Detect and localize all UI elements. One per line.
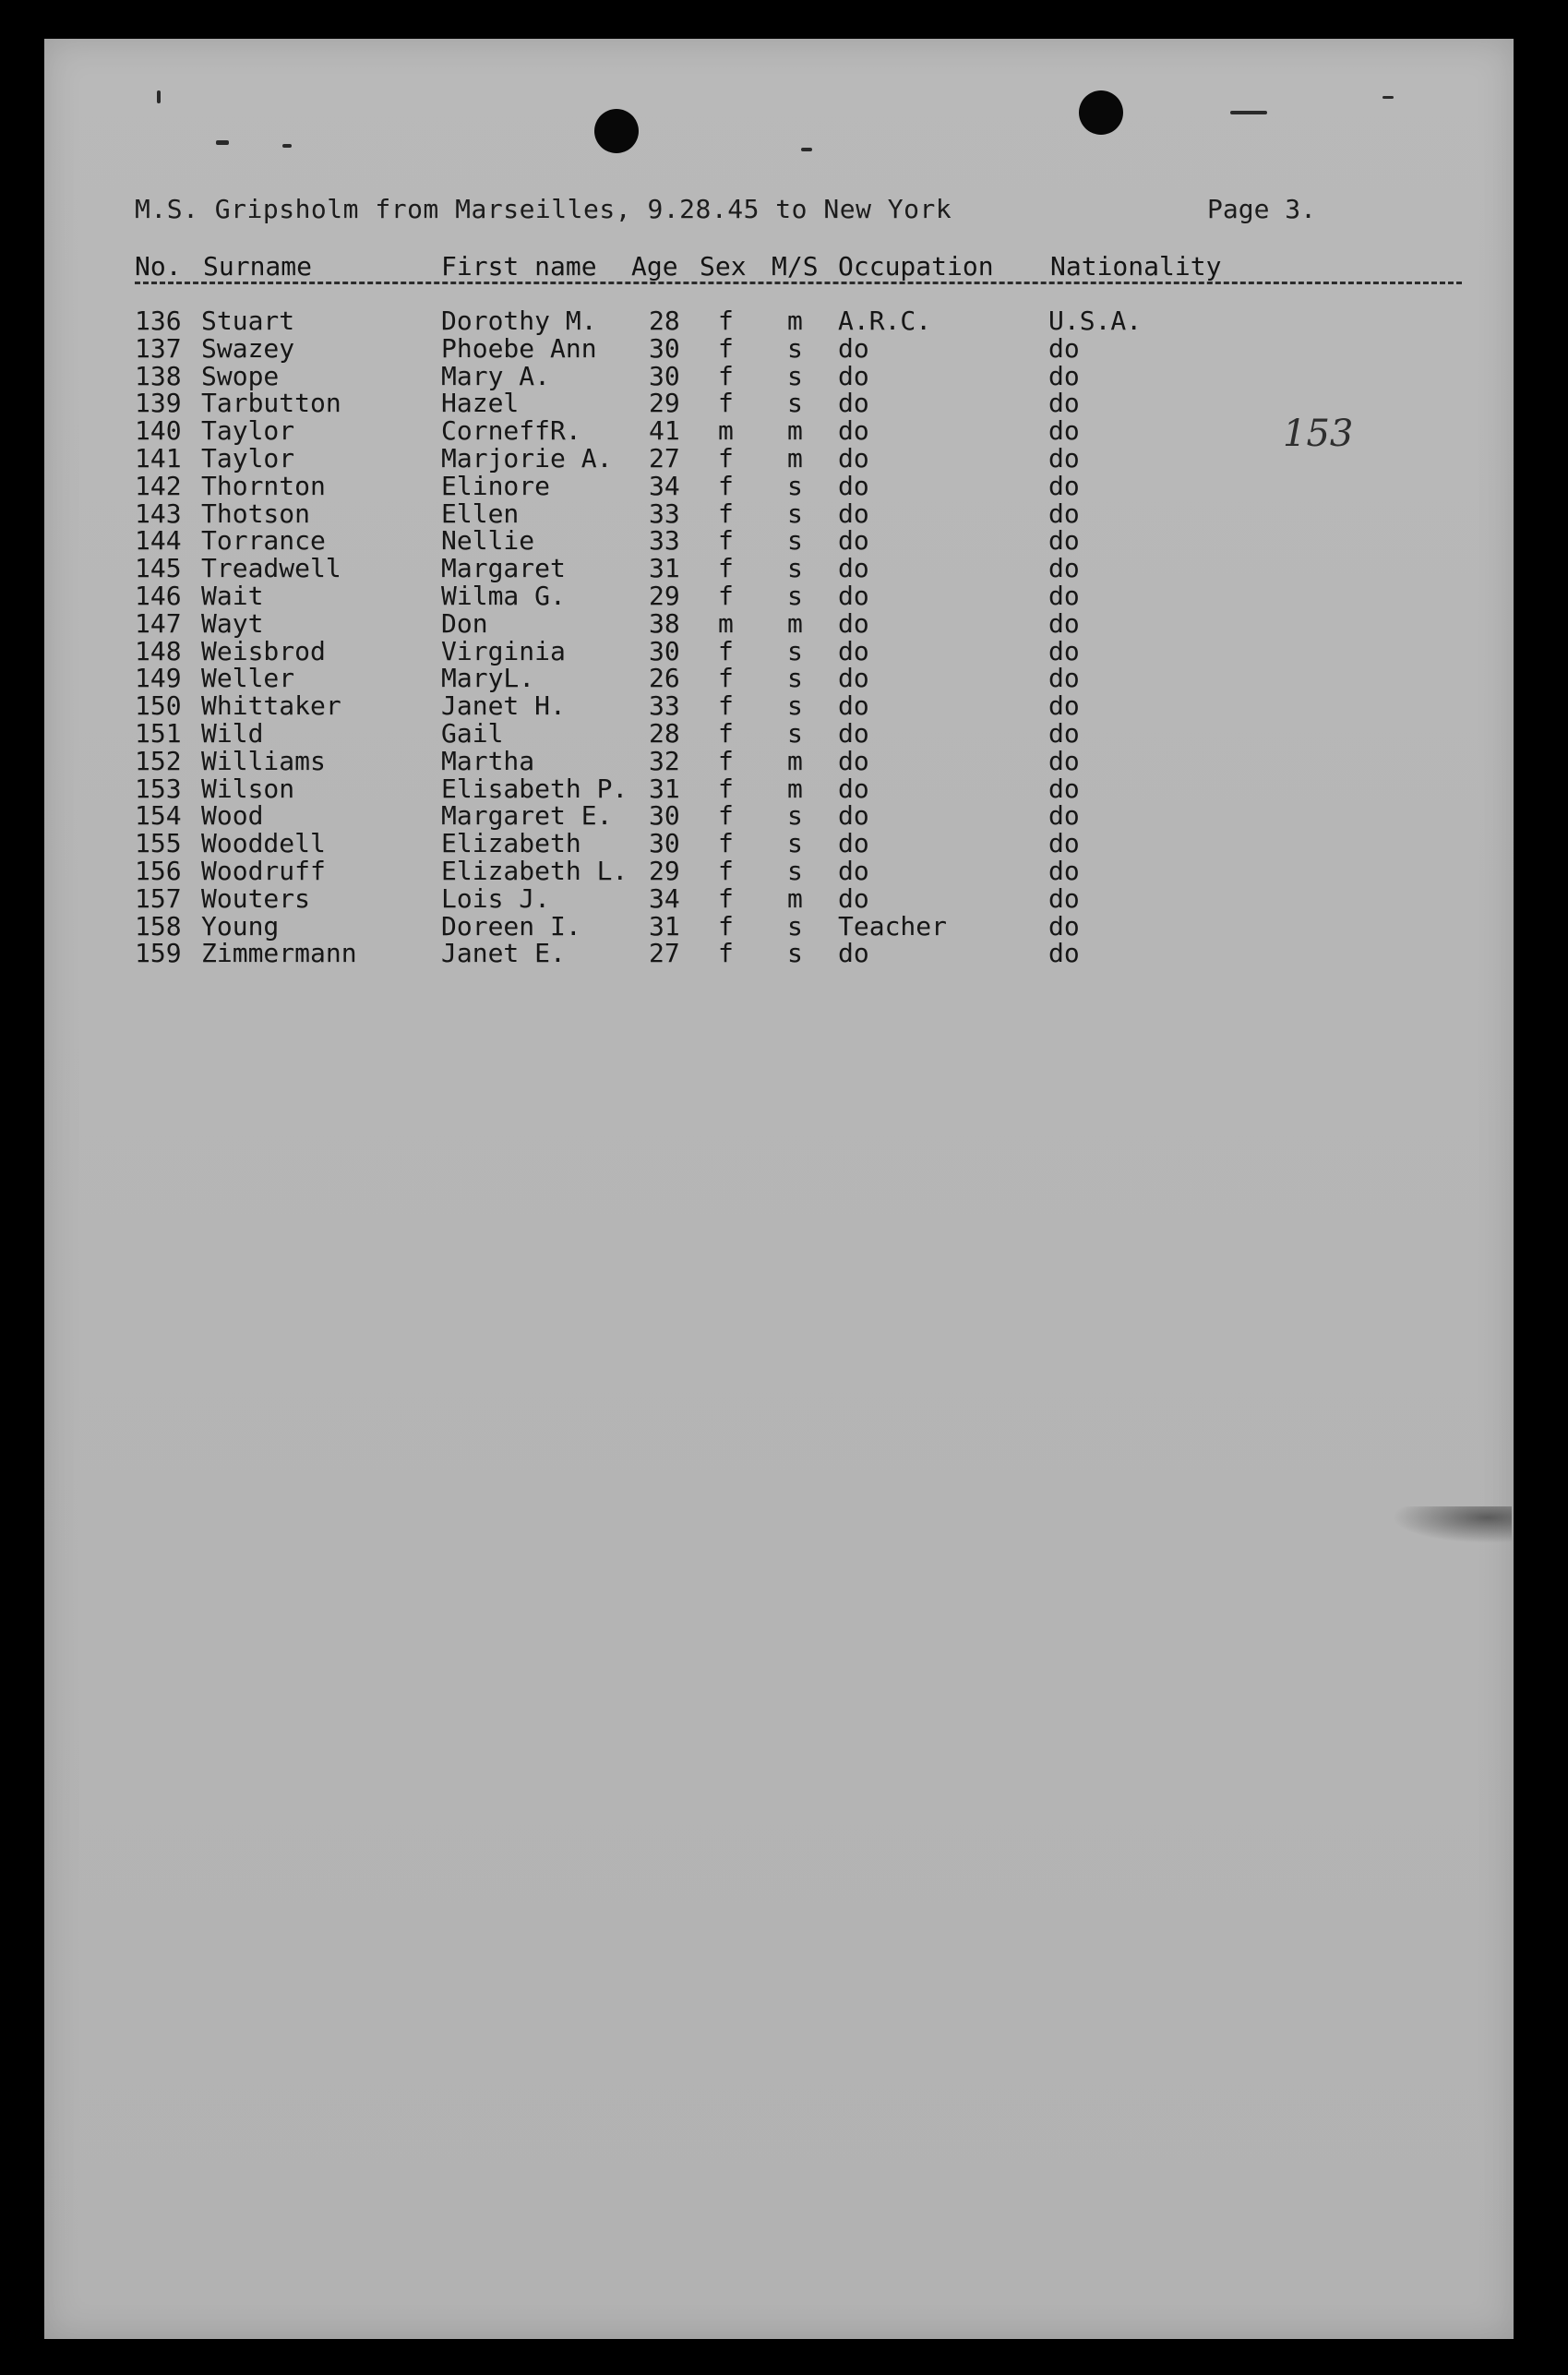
cell-age: 27: [649, 442, 680, 474]
cell-marital-status: s: [787, 910, 803, 942]
ink-speck: [801, 148, 812, 151]
table-row: [0, 500, 1469, 528]
cell-sex: f: [718, 663, 734, 694]
cell-nationality: do: [1048, 442, 1080, 474]
cell-first-name: Elisabeth P.: [441, 773, 628, 804]
column-header-no: No.: [135, 251, 182, 282]
column-header-nationality: Nationality: [1050, 251, 1222, 282]
cell-occupation: do: [838, 717, 869, 749]
table-row: [0, 775, 1469, 803]
cell-marital-status: s: [787, 800, 803, 832]
cell-occupation: do: [838, 553, 869, 584]
cell-nationality: do: [1048, 607, 1080, 639]
column-header-age: Age: [631, 251, 678, 282]
cell-age: 30: [649, 800, 680, 832]
cell-age: 30: [649, 332, 680, 364]
cell-age: 34: [649, 470, 680, 501]
cell-first-name: Mary A.: [441, 360, 551, 391]
cell-first-name: Elizabeth: [441, 828, 581, 859]
cell-sex: f: [718, 360, 734, 391]
cell-no: 136: [135, 306, 182, 336]
cell-sex: f: [718, 745, 734, 776]
cell-sex: f: [718, 388, 734, 419]
cell-marital-status: s: [787, 663, 803, 694]
cell-surname: Taylor: [201, 415, 295, 447]
cell-nationality: do: [1048, 415, 1080, 447]
cell-sex: f: [718, 800, 734, 832]
cell-marital-status: s: [787, 635, 803, 666]
cell-first-name: Nellie: [441, 525, 535, 557]
document-header: M.S. Gripsholm from Marseilles, 9.28.45 to New York: [135, 194, 952, 224]
cell-nationality: U.S.A.: [1048, 306, 1143, 336]
cell-age: 28: [649, 717, 680, 749]
cell-sex: f: [718, 306, 734, 336]
cell-first-name: Hazel: [441, 388, 520, 419]
table-row: [0, 635, 1469, 666]
cell-first-name: Lois J.: [441, 882, 551, 914]
cell-sex: f: [718, 580, 734, 611]
cell-surname: Torrance: [201, 525, 326, 557]
table-row: [0, 910, 1469, 942]
cell-marital-status: s: [787, 360, 803, 391]
cell-first-name: Marjorie A.: [441, 442, 613, 474]
cell-first-name: Margaret: [441, 553, 566, 584]
cell-occupation: Teacher: [838, 910, 948, 942]
cell-age: 38: [649, 607, 680, 639]
cell-no: 157: [135, 882, 182, 914]
cell-no: 149: [135, 663, 182, 694]
table-row: [0, 582, 1469, 610]
cell-marital-status: s: [787, 553, 803, 584]
table-row: [0, 882, 1469, 914]
cell-no: 156: [135, 855, 182, 886]
table-row: [0, 830, 1469, 858]
cell-surname: Taylor: [201, 442, 295, 474]
cell-surname: Swope: [201, 360, 280, 391]
cell-marital-status: m: [787, 773, 803, 804]
cell-no: 138: [135, 360, 182, 391]
cell-no: 142: [135, 470, 182, 501]
cell-nationality: do: [1048, 938, 1080, 969]
cell-occupation: A.R.C.: [838, 306, 932, 336]
table-row: [0, 555, 1469, 582]
cell-first-name: MaryL.: [441, 663, 535, 694]
cell-occupation: do: [838, 773, 869, 804]
cell-no: 145: [135, 553, 182, 584]
column-header-ms: M/S: [772, 251, 819, 282]
table-row: [0, 470, 1469, 501]
cell-first-name: Ellen: [441, 498, 520, 529]
cell-marital-status: m: [787, 415, 803, 447]
cell-sex: f: [718, 882, 734, 914]
cell-first-name: Doreen I.: [441, 910, 581, 942]
cell-age: 26: [649, 663, 680, 694]
table-row: [0, 607, 1469, 639]
cell-surname: Wouters: [201, 882, 311, 914]
cell-sex: f: [718, 442, 734, 474]
cell-occupation: do: [838, 663, 869, 694]
cell-nationality: do: [1048, 470, 1080, 501]
document-page: [44, 39, 1514, 2339]
cell-marital-status: s: [787, 690, 803, 722]
edge-smudge: [1392, 1506, 1512, 1543]
cell-no: 139: [135, 388, 182, 419]
cell-surname: Wood: [201, 800, 264, 832]
cell-nationality: do: [1048, 828, 1080, 859]
cell-marital-status: s: [787, 332, 803, 364]
cell-occupation: do: [838, 882, 869, 914]
cell-no: 143: [135, 498, 182, 529]
cell-nationality: do: [1048, 525, 1080, 557]
cell-occupation: do: [838, 388, 869, 419]
cell-marital-status: s: [787, 938, 803, 969]
table-row: [0, 717, 1469, 749]
cell-no: 140: [135, 415, 182, 447]
cell-first-name: Janet H.: [441, 690, 566, 722]
cell-nationality: do: [1048, 663, 1080, 694]
cell-surname: Treadwell: [201, 553, 341, 584]
cell-age: 31: [649, 910, 680, 942]
cell-first-name: Gail: [441, 717, 504, 749]
cell-nationality: do: [1048, 360, 1080, 391]
ink-speck: [1382, 96, 1394, 99]
cell-surname: Wilson: [201, 773, 295, 804]
cell-sex: f: [718, 855, 734, 886]
ink-speck: [157, 90, 161, 103]
cell-first-name: Don: [441, 607, 488, 639]
cell-sex: f: [718, 635, 734, 666]
cell-age: 32: [649, 745, 680, 776]
cell-age: 41: [649, 415, 680, 447]
cell-age: 29: [649, 580, 680, 611]
cell-no: 153: [135, 773, 182, 804]
cell-age: 28: [649, 306, 680, 336]
cell-marital-status: s: [787, 525, 803, 557]
table-row: [0, 940, 1469, 967]
cell-surname: Williams: [201, 745, 326, 776]
cell-first-name: Janet E.: [441, 938, 566, 969]
table-row: [0, 417, 1469, 445]
cell-occupation: do: [838, 580, 869, 611]
cell-occupation: do: [838, 745, 869, 776]
cell-surname: Wayt: [201, 607, 264, 639]
table-row: [0, 390, 1469, 417]
cell-nationality: do: [1048, 773, 1080, 804]
page-annotation: 153: [1283, 413, 1354, 455]
cell-occupation: do: [838, 607, 869, 639]
cell-age: 29: [649, 855, 680, 886]
cell-surname: Tarbutton: [201, 388, 341, 419]
cell-nationality: do: [1048, 717, 1080, 749]
header-rule: [135, 282, 1462, 284]
cell-sex: m: [718, 415, 734, 447]
cell-occupation: do: [838, 855, 869, 886]
cell-surname: Weisbrod: [201, 635, 326, 666]
ink-speck: [1230, 111, 1267, 114]
cell-sex: f: [718, 828, 734, 859]
cell-occupation: do: [838, 470, 869, 501]
cell-first-name: CorneffR.: [441, 415, 581, 447]
cell-first-name: Phoebe Ann: [441, 332, 597, 364]
cell-sex: f: [718, 717, 734, 749]
cell-no: 155: [135, 828, 182, 859]
cell-age: 27: [649, 938, 680, 969]
cell-no: 141: [135, 442, 182, 474]
cell-no: 158: [135, 910, 182, 942]
table-row: [0, 332, 1469, 364]
cell-sex: f: [718, 525, 734, 557]
cell-nationality: do: [1048, 800, 1080, 832]
cell-sex: f: [718, 938, 734, 969]
cell-surname: Woodruff: [201, 855, 326, 886]
cell-surname: Zimmermann: [201, 938, 357, 969]
table-row: [0, 442, 1469, 474]
cell-nationality: do: [1048, 388, 1080, 419]
cell-marital-status: m: [787, 607, 803, 639]
cell-no: 147: [135, 607, 182, 639]
punch-hole-right: [1079, 90, 1123, 135]
table-row: [0, 360, 1469, 391]
cell-no: 137: [135, 332, 182, 364]
table-row: [0, 665, 1469, 692]
table-row: [0, 527, 1469, 555]
cell-age: 33: [649, 525, 680, 557]
cell-surname: Wooddell: [201, 828, 326, 859]
cell-marital-status: s: [787, 388, 803, 419]
page-number: Page 3.: [1207, 194, 1317, 224]
cell-age: 29: [649, 388, 680, 419]
cell-nationality: do: [1048, 882, 1080, 914]
cell-nationality: do: [1048, 332, 1080, 364]
cell-nationality: do: [1048, 553, 1080, 584]
cell-age: 34: [649, 882, 680, 914]
cell-sex: f: [718, 773, 734, 804]
cell-sex: f: [718, 910, 734, 942]
cell-occupation: do: [838, 360, 869, 391]
cell-sex: f: [718, 553, 734, 584]
cell-surname: Thornton: [201, 470, 326, 501]
cell-sex: f: [718, 690, 734, 722]
cell-first-name: Virginia: [441, 635, 566, 666]
cell-nationality: do: [1048, 910, 1080, 942]
cell-age: 31: [649, 553, 680, 584]
cell-occupation: do: [838, 828, 869, 859]
table-row: [0, 802, 1469, 830]
cell-nationality: do: [1048, 635, 1080, 666]
column-header-surname: Surname: [203, 251, 313, 282]
cell-surname: Swazey: [201, 332, 295, 364]
passenger-list: [0, 307, 1469, 967]
cell-no: 144: [135, 525, 182, 557]
cell-occupation: do: [838, 800, 869, 832]
cell-marital-status: s: [787, 828, 803, 859]
cell-occupation: do: [838, 442, 869, 474]
cell-sex: m: [718, 607, 734, 639]
torn-edge: [1557, 1066, 1568, 2340]
cell-first-name: Martha: [441, 745, 535, 776]
table-row: [0, 307, 1469, 335]
cell-occupation: do: [838, 690, 869, 722]
cell-nationality: do: [1048, 745, 1080, 776]
cell-age: 30: [649, 828, 680, 859]
cell-no: 152: [135, 745, 182, 776]
cell-marital-status: s: [787, 855, 803, 886]
cell-surname: Young: [201, 910, 280, 942]
cell-sex: f: [718, 470, 734, 501]
cell-marital-status: m: [787, 745, 803, 776]
cell-marital-status: m: [787, 442, 803, 474]
ink-speck: [216, 140, 229, 145]
cell-no: 151: [135, 717, 182, 749]
cell-no: 159: [135, 938, 182, 969]
cell-first-name: Margaret E.: [441, 800, 613, 832]
ink-speck: [282, 144, 292, 148]
cell-occupation: do: [838, 525, 869, 557]
cell-marital-status: s: [787, 498, 803, 529]
cell-no: 146: [135, 580, 182, 611]
cell-occupation: do: [838, 498, 869, 529]
cell-no: 150: [135, 690, 182, 722]
cell-nationality: do: [1048, 498, 1080, 529]
cell-first-name: Elinore: [441, 470, 551, 501]
cell-surname: Wait: [201, 580, 264, 611]
cell-age: 33: [649, 690, 680, 722]
cell-marital-status: s: [787, 580, 803, 611]
column-header-sex: Sex: [700, 251, 747, 282]
cell-surname: Thotson: [201, 498, 311, 529]
cell-nationality: do: [1048, 580, 1080, 611]
cell-age: 33: [649, 498, 680, 529]
column-header-first-name: First name: [441, 251, 597, 282]
column-header-occupation: Occupation: [838, 251, 994, 282]
cell-nationality: do: [1048, 855, 1080, 886]
cell-first-name: Wilma G.: [441, 580, 566, 611]
cell-sex: f: [718, 498, 734, 529]
cell-marital-status: s: [787, 717, 803, 749]
cell-first-name: Elizabeth L.: [441, 855, 628, 886]
cell-nationality: do: [1048, 690, 1080, 722]
cell-first-name: Dorothy M.: [441, 306, 597, 336]
cell-surname: Stuart: [201, 306, 295, 336]
cell-marital-status: m: [787, 306, 803, 336]
cell-no: 154: [135, 800, 182, 832]
cell-surname: Whittaker: [201, 690, 341, 722]
punch-hole-left: [594, 109, 639, 153]
cell-occupation: do: [838, 938, 869, 969]
table-row: [0, 855, 1469, 886]
table-row: [0, 745, 1469, 776]
cell-age: 30: [649, 360, 680, 391]
cell-occupation: do: [838, 635, 869, 666]
table-row: [0, 692, 1469, 720]
cell-occupation: do: [838, 332, 869, 364]
cell-surname: Weller: [201, 663, 295, 694]
cell-sex: f: [718, 332, 734, 364]
cell-marital-status: m: [787, 882, 803, 914]
cell-age: 31: [649, 773, 680, 804]
cell-marital-status: s: [787, 470, 803, 501]
cell-occupation: do: [838, 415, 869, 447]
cell-surname: Wild: [201, 717, 264, 749]
cell-no: 148: [135, 635, 182, 666]
cell-age: 30: [649, 635, 680, 666]
